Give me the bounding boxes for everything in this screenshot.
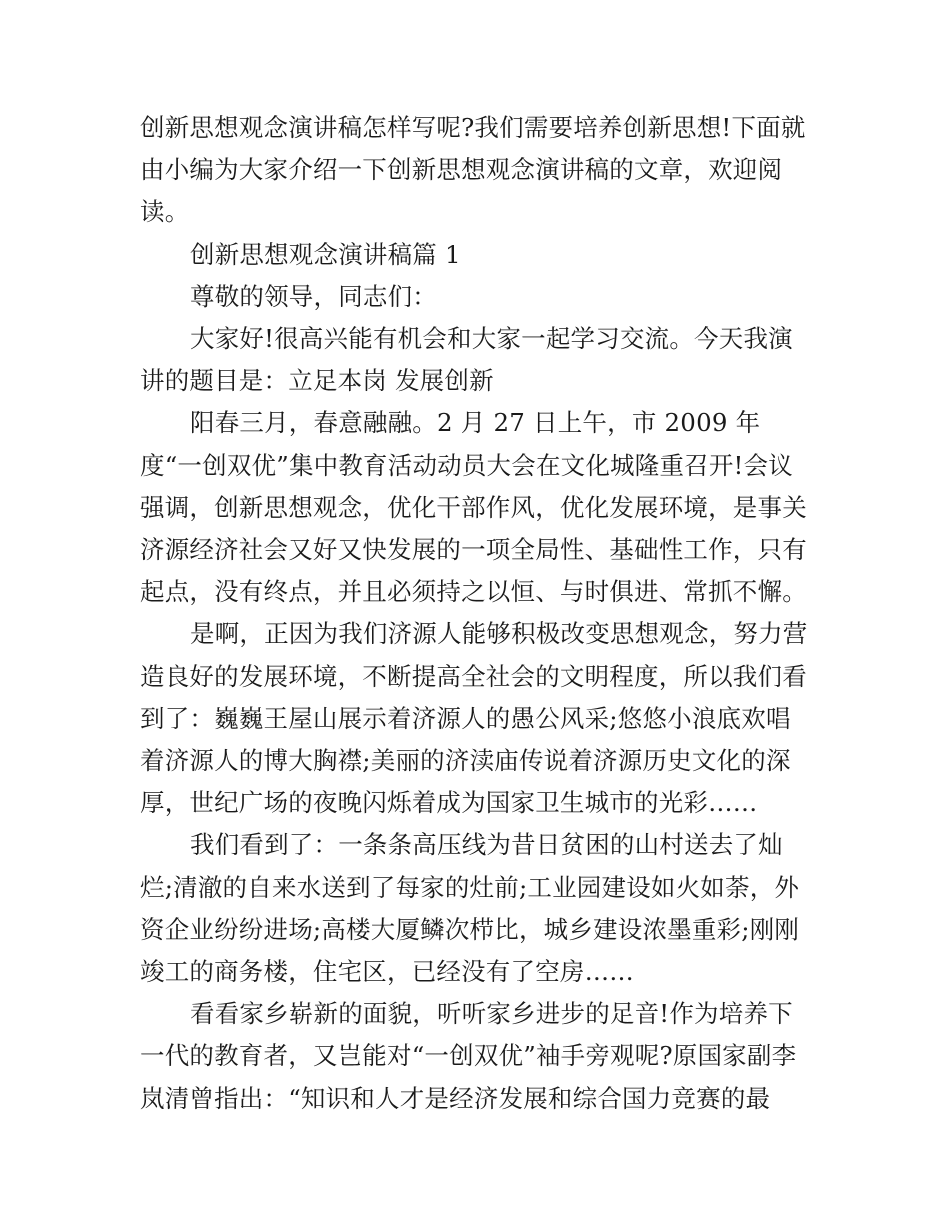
salutation-paragraph: 尊敬的领导，同志们：	[190, 281, 437, 311]
spring-paragraph: 阳春三月，春意融融。2 月 27 日上午，市 2009 年度“一创双优”集中教育活动动员大会在文化城隆重召开!会议强调，创新思想观念，优化干部作风，优化发展环境，是事关济源经济社会又好又快发展的一项全局性、基础性工作，只有起点，没有终点，并且必须持之以恒、与时俱进、常抓不懈。	[140, 408, 807, 607]
section-heading: 创新思想观念演讲稿篇 1	[190, 239, 461, 269]
hometown-paragraph: 看看家乡崭新的面貌，听听家乡进步的足音!作为培养下一代的教育者，又岂能对“一创双优”袖手旁观呢?原国家副李岚清曾指出：“知识和人才是经济发展和综合国力竞赛的最	[140, 999, 797, 1113]
yes-paragraph: 是啊，正因为我们济源人能够积极改变思想观念，努力营造良好的发展环境，不断提高全社会的文明程度，所以我们看到了：巍巍王屋山展示着济源人的愚公风采;悠悠小浪底欢唱着济源人的博大胸襟;美丽的济渎庙传说着济源历史文化的深厚，世纪广场的夜晚闪烁着成为国家卫生城市的光彩……	[140, 619, 808, 818]
greeting-paragraph: 大家好!很高兴能有机会和大家一起学习交流。今天我演讲的题目是：立足本岗 发展创新	[140, 324, 793, 396]
document-body	[140, 107, 815, 1120]
intro-paragraph: 创新思想观念演讲稿怎样写呢?我们需要培养创新思想!下面就由小编为大家介绍一下创新思想观念演讲稿的文章，欢迎阅读。	[140, 113, 806, 227]
we-saw-paragraph: 我们看到了：一条条高压线为昔日贫困的山村送去了灿烂;清澈的自来水送到了每家的灶前;工业园建设如火如荼，外资企业纷纷进场;高楼大厦鳞次栉比，城乡建设浓墨重彩;刚刚竣工的商务楼，住宅区，已经没有了空房……	[140, 830, 800, 987]
